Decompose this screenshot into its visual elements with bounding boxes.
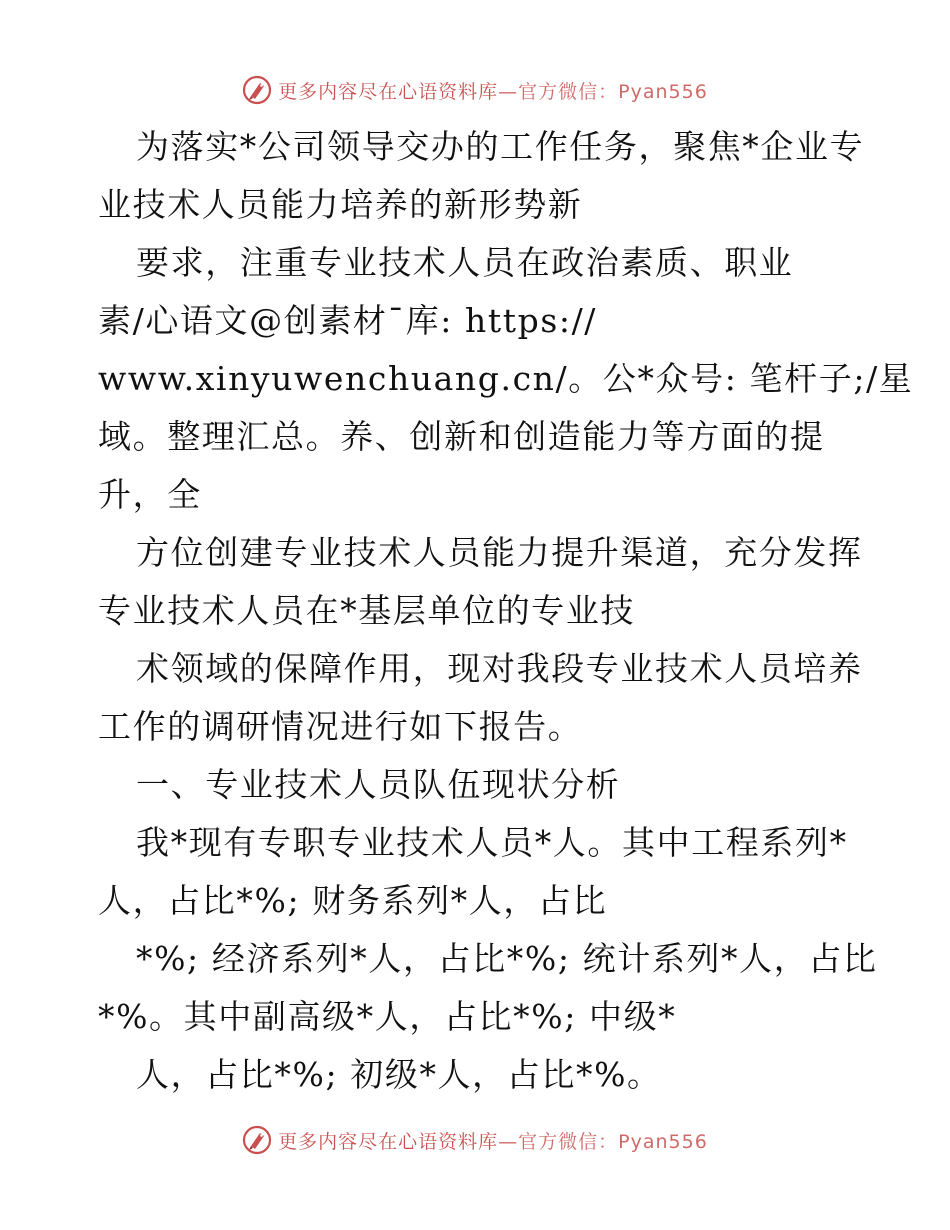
watermark-text [278, 1127, 708, 1154]
text-line: www.xinyuwenchuang.cn/。公*众号: 笔杆子;/星 [98, 359, 914, 398]
text-line: 业技术人员能力培养的新形势新 [98, 185, 583, 224]
text-line: 人，占比*%; 初级*人，占比*%。 [136, 1055, 662, 1094]
document-body [98, 118, 914, 1104]
text-line: *%。其中副高级*人，占比*%; 中级* [98, 997, 677, 1036]
watermark-text [278, 77, 708, 104]
section-heading: 一、专业技术人员队伍现状分析 [136, 765, 621, 804]
text-line: 素/心语文@创素材¯库: https:// [98, 301, 598, 340]
header-watermark [0, 70, 950, 110]
watermark-main: 更多内容尽在心语资料库 [278, 1130, 499, 1153]
watermark-sub: —官方微信：Pyan556 [498, 1130, 708, 1153]
text-line: 要求，注重专业技术人员在政治素质、职业 [136, 243, 794, 282]
text-line: *%; 经济系列*人，占比*%; 统计系列*人，占比 [136, 939, 878, 978]
text-line: 域。整理汇总。养、创新和创造能力等方面的提 [98, 417, 825, 456]
footer-watermark [0, 1120, 950, 1160]
text-line: 术领域的保障作用，现对我段专业技术人员培养 [136, 649, 863, 688]
pen-nib-logo-icon [242, 1125, 272, 1155]
text-line: 我*现有专职专业技术人员*人。其中工程系列* [136, 823, 848, 862]
pen-nib-logo-icon [242, 75, 272, 105]
text-line: 方位创建专业技术人员能力提升渠道，充分发挥 [136, 533, 863, 572]
text-line: 人，占比*%; 财务系列*人，占比 [98, 881, 608, 920]
text-line: 升，全 [98, 475, 202, 514]
text-line: 专业技术人员在*基层单位的专业技 [98, 591, 636, 630]
text-line: 为落实*公司领导交办的工作任务，聚焦*企业专 [136, 127, 865, 166]
watermark-sub: —官方微信：Pyan556 [498, 80, 708, 103]
watermark-main: 更多内容尽在心语资料库 [278, 80, 499, 103]
text-line: 工作的调研情况进行如下报告。 [98, 707, 583, 746]
